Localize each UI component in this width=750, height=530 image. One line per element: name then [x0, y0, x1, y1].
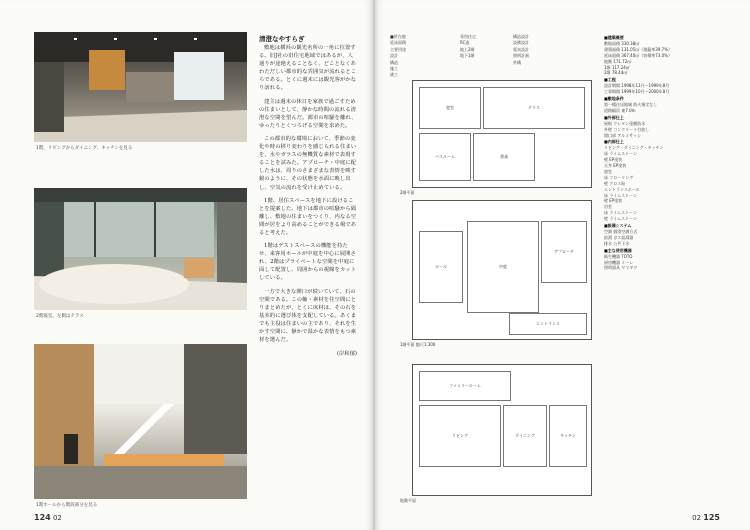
- spec-list: [604, 34, 736, 271]
- spec-row: 延床面積 367.40㎡（容積率73.0%）: [604, 52, 672, 58]
- plan-label: 地階平面: [400, 498, 416, 503]
- info-line: 専用住宅: [460, 34, 476, 39]
- info-column-3: [513, 34, 595, 66]
- info-line: 設計: [390, 53, 398, 59]
- spec-heading: ■内部仕上: [604, 139, 624, 145]
- plan-label: 2階平面: [400, 190, 415, 195]
- spec-row: リビング・ダイニング・キッチン: [604, 145, 664, 151]
- spec-row: 外壁 コンクリート打放し: [604, 126, 650, 132]
- spec-heading: ■外部仕上: [604, 114, 624, 120]
- spec-row: 建築面積 131.05㎡（建蔽率39.7%）: [604, 46, 672, 52]
- spec-row: 寝室: [604, 168, 612, 174]
- spec-row: 壁 EP塗装: [604, 198, 623, 204]
- info-line: 構造: [390, 59, 398, 65]
- essay-paragraph: 敷地は横浜の観光名所の一角に位置する。旧J社の旧住宅地域ではあるが、人通りが途絶えることなく、どことなくあわただしい都市的な雰囲気が流れるところである。とくに週末には観光客がかなり訪れる。: [259, 45, 357, 92]
- essay-paragraph: 一方で大きな開口が続いていて、石の空間である。この軸・素材を住空間にとりまとめたが、とくに床材は、その石を基本的に選び体を支配している。あくまでも主役は住まいの主であり、それを生かす空間に、静かで温かな表情をもつ素材を選んだ。: [259, 288, 357, 344]
- plan-label: 1階平面 縮尺1:300: [400, 342, 436, 347]
- spec-heading: ■敷地条件: [604, 96, 624, 102]
- info-line: 照明計画: [513, 53, 529, 59]
- essay-body: [259, 44, 357, 357]
- spec-row: 第一種住居地域 防火指定なし: [604, 101, 658, 107]
- right-folio-sub: 02: [692, 514, 702, 522]
- info-line: 構造設計: [513, 34, 529, 39]
- spec-row: 衛生機器 TOTO: [604, 253, 633, 259]
- info-line: 施工: [390, 66, 398, 72]
- left-folio-sub: 02: [52, 514, 62, 522]
- spec-row: 1階 117.24㎡: [604, 64, 630, 70]
- stair-photo-illustration: [34, 344, 247, 499]
- plan-room: キッチン: [549, 405, 587, 467]
- info-line: 外構: [513, 59, 521, 65]
- spec-heading: ■設備システム: [604, 223, 632, 229]
- plan-room: 書斎: [473, 133, 535, 181]
- plan-room: ダイニング: [503, 405, 547, 467]
- plan-room: バスルーム: [419, 133, 471, 181]
- living-photo-illustration: [34, 32, 247, 142]
- spec-row: 壁 ライムストーン: [604, 216, 638, 222]
- plan-room: 寝室: [419, 87, 481, 129]
- spec-row: 厨房機器 ミーレ: [604, 259, 634, 265]
- spec-row: 壁 クロス貼: [604, 180, 626, 186]
- info-line: 電気設計: [513, 46, 529, 52]
- spec-row: 天井 EP塗装: [604, 163, 627, 169]
- photo-caption: 2階寝室。左側はテラス: [36, 314, 84, 319]
- plan-room: アプローチ: [541, 221, 587, 283]
- spec-row: 排水 公共下水: [604, 240, 630, 246]
- photo-stair-hall: [34, 344, 247, 499]
- plan-room: テラス: [483, 87, 585, 129]
- info-line: RC造: [460, 40, 470, 46]
- floor-plan-2f: [412, 80, 592, 188]
- spec-heading: ■工程: [604, 77, 616, 83]
- spec-row: 床 ライムストーン: [604, 192, 638, 198]
- right-page-number: 125: [703, 513, 720, 522]
- floor-plan-b1: [412, 364, 592, 496]
- spec-row: 2階 78.44㎡: [604, 70, 628, 76]
- info-column-1: [390, 34, 470, 79]
- spec-row: 床 ライムストーン: [604, 210, 638, 216]
- photo-caption: 1階ホールから階段部分を見る: [36, 503, 98, 508]
- info-line: 地上2階: [460, 46, 475, 52]
- spec-row: 浴室: [604, 204, 612, 210]
- info-line: 主要用途: [390, 46, 406, 52]
- essay-paragraph: この都市的な環境において、季節の変化や時の移り変わりを感じられる住まいを、水やガラスの無機質な素材で表現することを試みた。アプローチ・中庭に配した水は、周りのさまざまな表情を映す鏡のように、その状態を水面に映し出し、空気の流れを受け止めている。: [259, 135, 357, 191]
- spec-row: 照明器具 ヤマギワ: [604, 265, 638, 271]
- right-folio: [692, 513, 720, 522]
- plan-room: ホール: [419, 231, 463, 303]
- plan-room: エントランス: [509, 313, 587, 335]
- left-page: [0, 0, 373, 530]
- info-line: 設備設計: [513, 40, 529, 46]
- spec-row: 設計期間 1998年11月〜1999年8月: [604, 83, 670, 89]
- spec-row: 空調 個別空調方式: [604, 229, 638, 234]
- plan-room: リビング: [419, 405, 501, 467]
- plan-room: 中庭: [467, 221, 539, 313]
- spec-row: 床 フローリング: [604, 174, 634, 180]
- info-line: 地下1階: [460, 53, 475, 59]
- info-line: 延床面積: [390, 40, 406, 46]
- spec-row: 工事期間 1999年10月〜2000年8月: [604, 89, 670, 95]
- photo-bedroom: [34, 188, 247, 310]
- spec-row: 屋根 ウレタン塗膜防水: [604, 120, 646, 126]
- info-column-2: [460, 34, 508, 60]
- left-folio: [34, 513, 62, 522]
- photo-living-kitchen: [34, 32, 247, 142]
- spec-row: 開口部 アルミサッシ: [604, 132, 642, 138]
- info-line: ■所在地: [390, 34, 406, 39]
- essay-paragraph: 建主は週末の休日を家族で過ごすための住まいとして、静かな時間の流れる清澄な空間を望んだ。都市の喧騒を離れ、ゆったりとくつろげる空間を求めた。: [259, 98, 357, 129]
- essay-paragraph: 1階、居住スペースを地下に設けることを提案した。地下は都市の喧騒から隔離し、敷地の住まいをつくり、内なる空間が居をより高めることができる場であると考えた。: [259, 197, 357, 236]
- spec-row: 道路幅員 東7.0m: [604, 107, 636, 113]
- spec-heading: ■主な使用機器: [604, 247, 632, 253]
- essay-credit: (岸和郁): [336, 351, 357, 358]
- spec-heading: ■建築概要: [604, 35, 624, 40]
- info-line: 竣工: [390, 72, 398, 78]
- left-page-number: 124: [34, 513, 51, 522]
- spec-row: 給湯 ガス給湯器: [604, 234, 634, 240]
- essay-paragraph: 1階はゲストスペースの機能を持たせ、来客用ホールが中庭を中心に展開され、2階はプライベートな空間を中庭に面して配置し、周囲からの視線をカットしている。: [259, 243, 357, 282]
- spec-row: 壁 EP塗装: [604, 157, 623, 163]
- spec-row: 敷地面積 330.38㎡: [604, 40, 640, 46]
- photo-caption: 1階、リビングからダイニング、キッチンを見る: [36, 146, 133, 151]
- bedroom-photo-illustration: [34, 188, 247, 310]
- essay-title: 清澄なやすらぎ: [259, 35, 305, 43]
- spec-row: 床 ライムストーン: [604, 151, 638, 157]
- floor-plan-1f: [412, 200, 592, 340]
- plan-room: ファミリールーム: [419, 371, 511, 401]
- spec-row: 地階 171.72㎡: [604, 58, 632, 64]
- spec-row: エントランスホール: [604, 186, 640, 192]
